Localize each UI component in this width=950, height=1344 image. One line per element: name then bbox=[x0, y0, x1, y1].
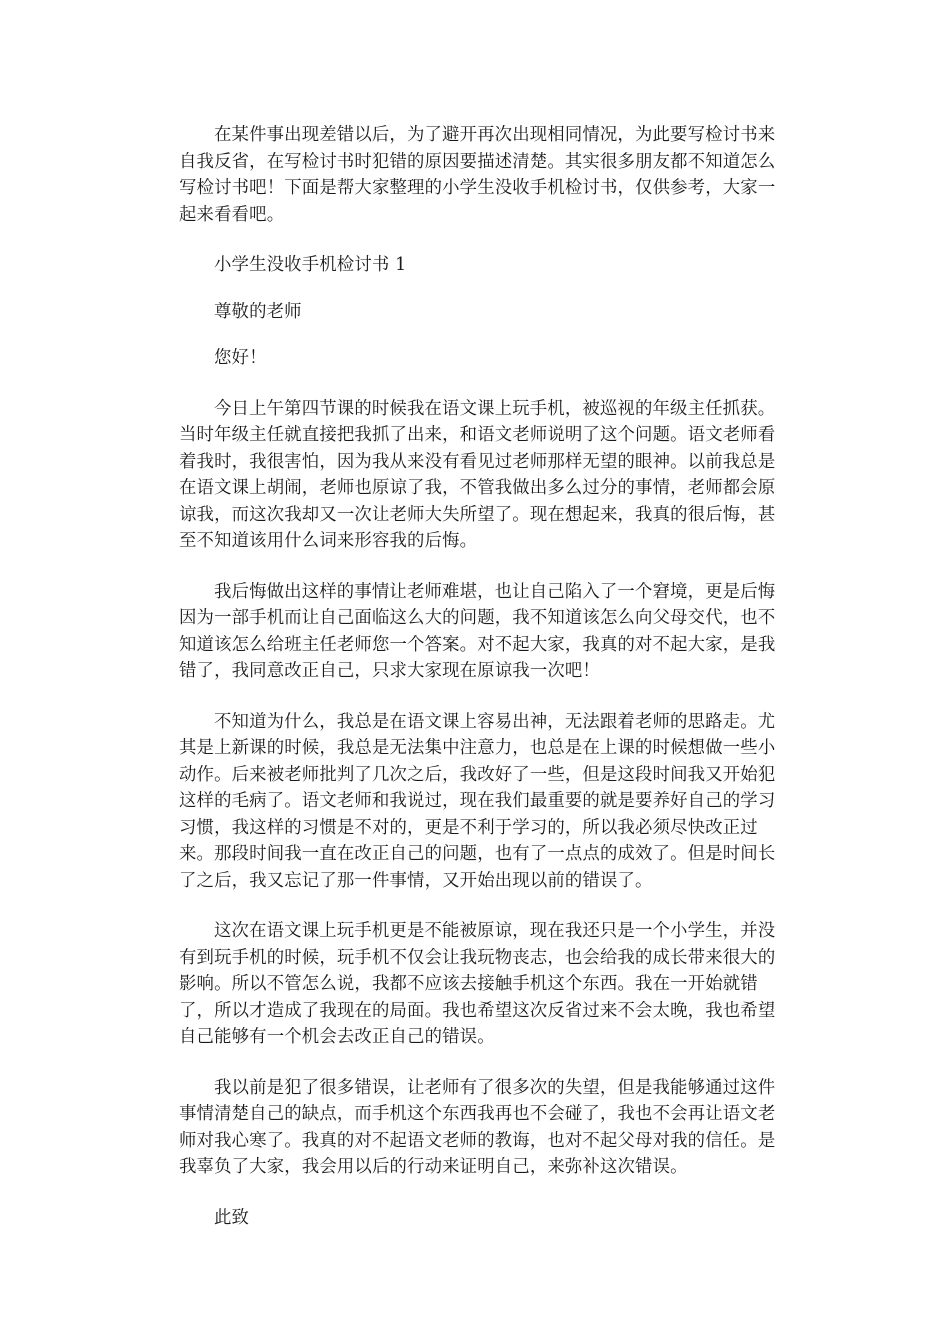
salutation: 尊敬的老师 bbox=[214, 301, 302, 322]
intro-paragraph: 在某件事出现差错以后，为了避开再次出现相同情况，为此要写检讨书来自我反省，在写检讨书时犯错的原因要描述清楚。其实很多朋友都不知道怎么写检讨书吧！下面是帮大家整理的小学生没收手机检讨书，仅供参考，大家一起来看看吧。 bbox=[179, 125, 776, 225]
closing: 此致 bbox=[214, 1207, 250, 1228]
body-paragraph-4: 这次在语文课上玩手机更是不能被原谅，现在我还只是一个小学生，并没有到玩手机的时候，玩手机不仅会让我玩物丧志，也会给我的成长带来很大的影响。所以不管怎么说，我都不应该去接触手机这个东西。我在一开始就错了，所以才造成了我现在的局面。我也希望这次反省过来不会太晚，我也希望自己能够有一个机会去改正自己的错误。 bbox=[179, 921, 776, 1047]
body-paragraph-5: 我以前是犯了很多错误，让老师有了很多次的失望，但是我能够通过这件事情清楚自己的缺点，而手机这个东西我再也不会碰了，我也不会再让语文老师对我心寒了。我真的对不起语文老师的教诲，也对不起父母对我的信任。是我辜负了大家，我会用以后的行动来证明自己，来弥补这次错误。 bbox=[179, 1077, 776, 1177]
body-paragraph-2: 我后悔做出这样的事情让老师难堪，也让自己陷入了一个窘境，更是后悔因为一部手机而让自己面临这么大的问题，我不知道该怎么向父母交代，也不知道该怎么给班主任老师您一个答案。对不起大家，我真的对不起大家，是我错了，我同意改正自己，只求大家现在原谅我一次吧！ bbox=[179, 581, 776, 681]
body-paragraph-3: 不知道为什么，我总是在语文课上容易出神，无法跟着老师的思路走。尤其是上新课的时候，我总是无法集中注意力，也总是在上课的时候想做一些小动作。后来被老师批判了几次之后，我改好了一些，但是这段时间我又开始犯这样的毛病了。语文老师和我说过，现在我们最重要的就是要养好自己的学习习惯，我这样的习惯是不对的，更是不利于学习的，所以我必须尽快改正过来。那段时间我一直在改正自己的问题，也有了一点点的成效了。但是时间长了之后，我又忘记了那一件事情，又开始出现以前的错误了。 bbox=[179, 711, 776, 891]
greeting: 您好！ bbox=[214, 348, 267, 368]
section-title: 小学生没收手机检讨书 1 bbox=[214, 255, 407, 275]
body-paragraph-1: 今日上午第四节课的时候我在语文课上玩手机，被巡视的年级主任抓获。当时年级主任就直接把我抓了出来，和语文老师说明了这个问题。语文老师看着我时，我很害怕，因为我从来没有看见过老师那样无望的眼神。以前我总是在语文课上胡闹，老师也原谅了我，不管我做出多么过分的事情，老师都会原谅我，而这次我却又一次让老师大失所望了。现在想起来，我真的很后悔，甚至不知道该用什么词来形容我的后悔。 bbox=[179, 398, 776, 551]
document-page bbox=[179, 122, 779, 1255]
